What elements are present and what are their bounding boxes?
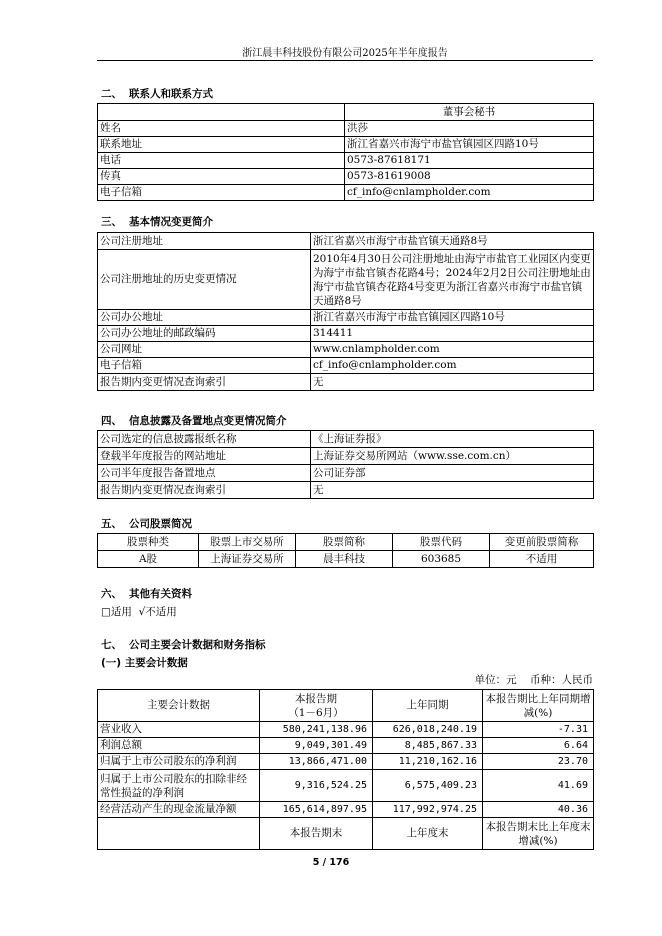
- disclosure-label: 登载半年度报告的网站地址: [98, 448, 311, 465]
- section-5-heading: [101, 516, 192, 531]
- basic-info-label: 公司注册地址的历史变更情况: [98, 250, 311, 310]
- acct-value: 8,485,867.33: [373, 738, 483, 754]
- acct-bottom-header: 上年度末: [373, 818, 483, 850]
- acct-value: 580,241,138.96: [260, 722, 373, 738]
- subsection-title: (一) 主要会计数据: [101, 657, 188, 669]
- acct-value: 117,992,974.25: [373, 802, 483, 818]
- acct-value: 41.69: [483, 770, 594, 802]
- acct-bottom-header: 本报告期末: [260, 818, 373, 850]
- acct-value: 40.36: [483, 802, 594, 818]
- section-3-heading: [101, 214, 213, 229]
- stock-cell: 不适用: [490, 551, 594, 568]
- acct-row-label: 经营活动产生的现金流量净额: [98, 802, 260, 818]
- contact-value: 0573-81619008: [345, 169, 594, 185]
- section-2-number: 二、: [101, 88, 122, 100]
- contact-table-corner: [98, 104, 345, 121]
- stock-table: [97, 533, 594, 568]
- page-number: 5 / 176: [312, 857, 350, 868]
- basic-info-value: www.cnlampholder.com: [311, 342, 594, 358]
- contact-col-header: 董事会秘书: [345, 104, 594, 121]
- disclosure-label: 公司选定的信息披露报纸名称: [98, 431, 311, 448]
- contact-value: cf_info@cnlampholder.com: [345, 185, 594, 201]
- contact-label: 电子信箱: [98, 185, 345, 201]
- acct-bottom-header: 本报告期末比上年度末增减(%): [483, 818, 594, 850]
- stock-cell: 晨丰科技: [296, 551, 393, 568]
- acct-value: 6.64: [483, 738, 594, 754]
- acct-value: 165,614,897.95: [260, 802, 373, 818]
- disclosure-table: [97, 430, 594, 499]
- contact-label: 电话: [98, 153, 345, 169]
- applicability-options: [101, 604, 177, 619]
- section-2-title: 联系人和联系方式: [129, 88, 213, 100]
- contact-value: 洪莎: [345, 121, 594, 137]
- section-3-title: 基本情况变更简介: [129, 216, 213, 228]
- section-7-number: 七、: [101, 639, 122, 651]
- section-4-heading: [101, 413, 287, 428]
- header-rule: [97, 60, 593, 61]
- contact-value: 浙江省嘉兴市海宁市盐官镇园区四路10号: [345, 137, 594, 153]
- acct-value: 626,018,240.19: [373, 722, 483, 738]
- disclosure-value: 上海证券交易所网站（www.sse.com.cn）: [311, 448, 594, 465]
- basic-info-label: 公司办公地址的邮政编码: [98, 326, 311, 342]
- acct-blank-cell: [98, 818, 260, 850]
- acct-value: 23.70: [483, 754, 594, 770]
- acct-value: 6,575,409.23: [373, 770, 483, 802]
- section-3-number: 三、: [101, 216, 122, 228]
- basic-info-value: 314411: [311, 326, 594, 342]
- basic-info-value: 无: [311, 374, 594, 391]
- section-6-number: 六、: [101, 588, 122, 600]
- contact-value: 0573-87618171: [345, 153, 594, 169]
- disclosure-value: 《上海证券报》: [311, 431, 594, 448]
- section-6-heading: [101, 586, 192, 601]
- page-header: 浙江晨丰科技股份有限公司2025年半年度报告: [242, 48, 448, 59]
- acct-header: 上年同期: [373, 690, 483, 722]
- acct-header: 本报告期 （1－6月）: [260, 690, 373, 722]
- acct-row-label: 归属于上市公司股东的扣除非经常性损益的净利润: [98, 770, 260, 802]
- currency-label: 币种：人民币: [530, 674, 593, 686]
- disclosure-label: 公司半年度报告备置地点: [98, 465, 311, 482]
- basic-info-value: 2010年4月30日公司注册地址由海宁市盐官工业园区内变更为海宁市盐官镇杏花路4号；2024年2月2日公司注册地址由海宁市盐官镇杏花路4号变更为浙江省嘉兴市海宁市盐官镇天通路8号: [311, 250, 594, 310]
- basic-info-label: 公司办公地址: [98, 310, 311, 326]
- disclosure-label: 报告期内变更情况查询索引: [98, 482, 311, 499]
- section-5-number: 五、: [101, 518, 122, 530]
- stock-header: 股票种类: [98, 534, 199, 551]
- acct-value: 11,210,162.16: [373, 754, 483, 770]
- unit-line: [475, 672, 593, 687]
- basic-info-label: 公司网址: [98, 342, 311, 358]
- contact-label: 联系地址: [98, 137, 345, 153]
- contact-label: 传真: [98, 169, 345, 185]
- section-5-title: 公司股票简况: [129, 518, 192, 530]
- acct-row-label: 利润总额: [98, 738, 260, 754]
- stock-header: 股票上市交易所: [199, 534, 296, 551]
- basic-info-value: 浙江省嘉兴市海宁市盐官镇天通路8号: [311, 233, 594, 250]
- section-2-heading: [101, 86, 213, 101]
- acct-value: 13,866,471.00: [260, 754, 373, 770]
- section-7-heading: [101, 637, 266, 652]
- acct-header: 本报告期比上年同期增减(%): [483, 690, 594, 722]
- acct-value: -7.31: [483, 722, 594, 738]
- acct-value: 9,316,524.25: [260, 770, 373, 802]
- section-7-title: 公司主要会计数据和财务指标: [129, 639, 266, 651]
- section-6-title: 其他有关资料: [129, 588, 192, 600]
- acct-row-label: 归属于上市公司股东的净利润: [98, 754, 260, 770]
- stock-cell: 上海证券交易所: [199, 551, 296, 568]
- contact-label: 姓名: [98, 121, 345, 137]
- accounting-data-table: [97, 689, 594, 850]
- basic-info-label: 报告期内变更情况查询索引: [98, 374, 311, 391]
- basic-info-value: cf_info@cnlampholder.com: [311, 358, 594, 374]
- section-4-title: 信息披露及备置地点变更情况简介: [129, 415, 287, 427]
- option-applicable: □适用: [101, 606, 132, 618]
- basic-info-label: 公司注册地址: [98, 233, 311, 250]
- disclosure-value: 无: [311, 482, 594, 499]
- disclosure-value: 公司证券部: [311, 465, 594, 482]
- acct-value: 9,049,301.49: [260, 738, 373, 754]
- stock-header: 股票简称: [296, 534, 393, 551]
- stock-header: 变更前股票简称: [490, 534, 594, 551]
- option-not-applicable: √不适用: [138, 606, 177, 618]
- section-4-number: 四、: [101, 415, 122, 427]
- stock-cell: 603685: [393, 551, 490, 568]
- basic-info-value: 浙江省嘉兴市海宁市盐官镇园区四路10号: [311, 310, 594, 326]
- unit-label: 单位：元: [474, 674, 517, 686]
- stock-header: 股票代码: [393, 534, 490, 551]
- basic-info-table: [97, 232, 594, 391]
- acct-header: 主要会计数据: [98, 690, 260, 722]
- contact-table: [97, 103, 594, 201]
- stock-cell: A股: [98, 551, 199, 568]
- acct-row-label: 营业收入: [98, 722, 260, 738]
- basic-info-label: 电子信箱: [98, 358, 311, 374]
